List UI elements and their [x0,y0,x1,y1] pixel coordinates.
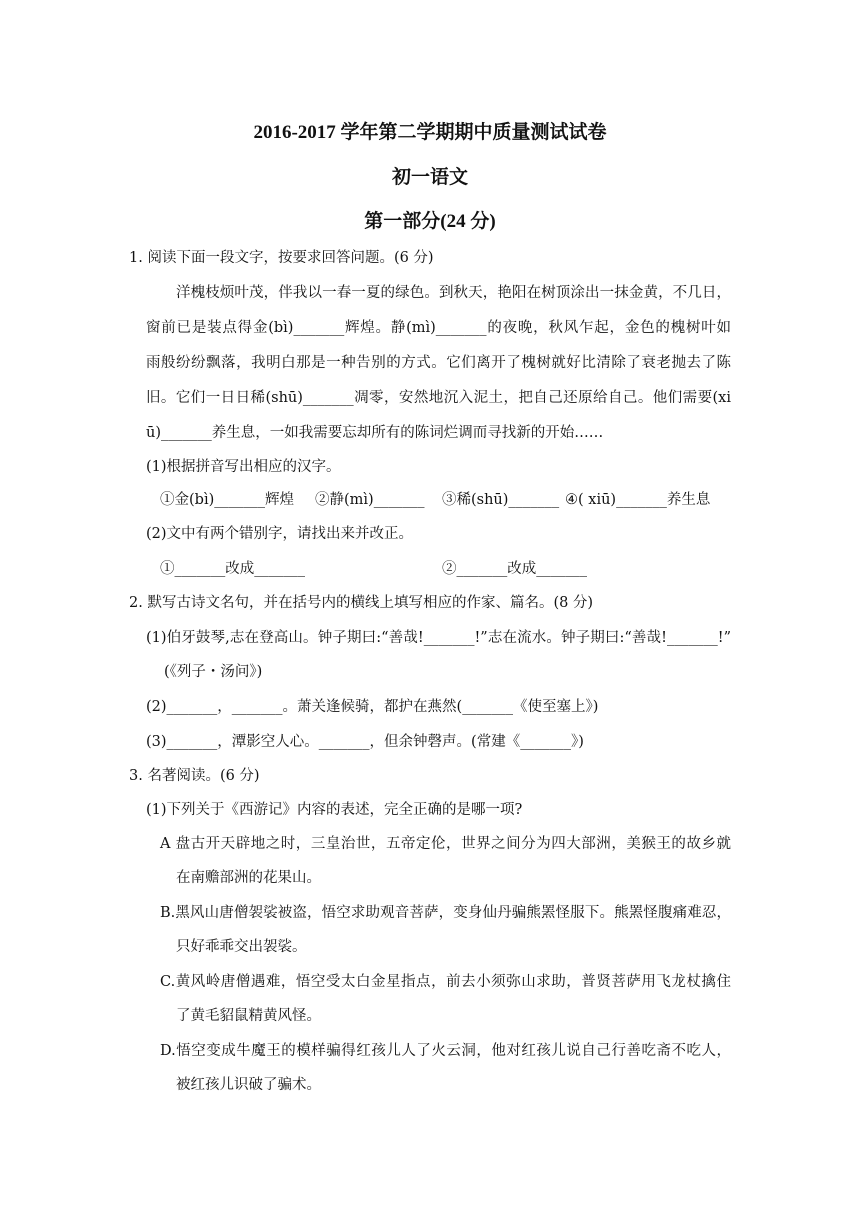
q3-sub1: (1)下列关于《西游记》内容的表述，完全正确的是哪一项? [146,802,523,818]
q3-option-b-cont: 只好乖乖交出袈裟。 [176,939,307,955]
q1-correction-item: ①_______改成_______ [160,561,305,577]
q1-blank-item: ②静(mì)_______ [315,492,425,508]
q2-line: (2)_______，_______。萧关逢候骑，都护在燕然(_______《使至塞上》) [146,699,599,715]
q1-passage-line: 窗前已是装点得金(bì)_______辉煌。静(mì)_______的夜晚，秋风乍起，金色的槐树叶如 [146,320,731,336]
q3-option-a: A 盘古开天辟地之时，三皇治世，五帝定伦，世界之间分为四大部洲，美猴王的故乡就 [160,836,731,852]
q3-option-a-cont: 在南赡部洲的花果山。 [176,870,321,886]
q3-option-d-cont: 被红孩儿识破了骗术。 [176,1077,321,1093]
q3-option-d: D.悟空变成牛魔王的模样骗得红孩儿人了火云洞，他对红孩儿说自己行善吃斋不吃人， [160,1043,731,1059]
q2-stem: 2. 默写古诗文名句，并在括号内的横线上填写相应的作家、篇名。(8 分) [129,595,594,611]
q1-passage-line: ū)_______养生息，一如我需要忘却所有的陈词烂调而寻找新的开始…… [146,425,604,441]
q1-passage-line: 雨般纷纷飘落，我明白那是一种告别的方式。它们离开了槐树就好比清除了衰老抛去了陈 [146,355,731,371]
subject-title: 初一语文 [391,167,468,188]
q1-blank-item: ①金(bì)_______辉煌 [160,492,294,508]
q1-sub1: (1)根据拼音写出相应的汉字。 [146,459,341,475]
q1-passage-line: 洋槐枝烦叶茂，伴我以一春一夏的绿色。到秋天，艳阳在树顶涂出一抹金黄，不几日， [176,285,731,301]
q1-passage-line: 旧。它们一日日稀(shū)_______凋零，安然地沉入泥土，把自己还原给自己。他们需要(xi [146,390,731,406]
q1-blank-item: ④( xiū)_______养生息 [565,492,711,508]
q2-line: (1)伯牙鼓琴,志在登高山。钟子期曰:“善哉!_______!”志在流水。钟子期曰:“善哉!_______!” [146,630,731,646]
q1-blank-item: ③稀(shū)_______ [442,492,560,508]
q3-option-c: C.黄风岭唐僧遇难，悟空受太白金星指点，前去小须弥山求助，普贤菩萨用飞龙杖擒住 [160,974,731,990]
q3-option-c-cont: 了黄毛貂鼠精黄风怪。 [176,1008,321,1024]
q3-option-b: B.黑风山唐僧袈裟被盗，悟空求助观音菩萨，变身仙丹骗熊罴怪服下。熊罴怪腹痛难忍， [160,905,731,921]
exam-title: 2016-2017 学年第二学期期中质量测试试卷 [253,122,607,143]
q2-source: (《列子・汤问》) [164,664,263,680]
q2-line: (3)_______，潭影空人心。_______，但余钟磬声。(常建《_______》) [146,734,584,750]
q3-stem: 3. 名著阅读。(6 分) [129,768,260,784]
part-title: 第一部分(24 分) [364,211,496,232]
q1-correction-item: ②_______改成_______ [442,561,587,577]
q1-stem: 1. 阅读下面一段文字，按要求回答问题。(6 分) [129,250,434,266]
q1-sub2: (2)文中有两个错别字，请找出来并改正。 [146,526,414,542]
